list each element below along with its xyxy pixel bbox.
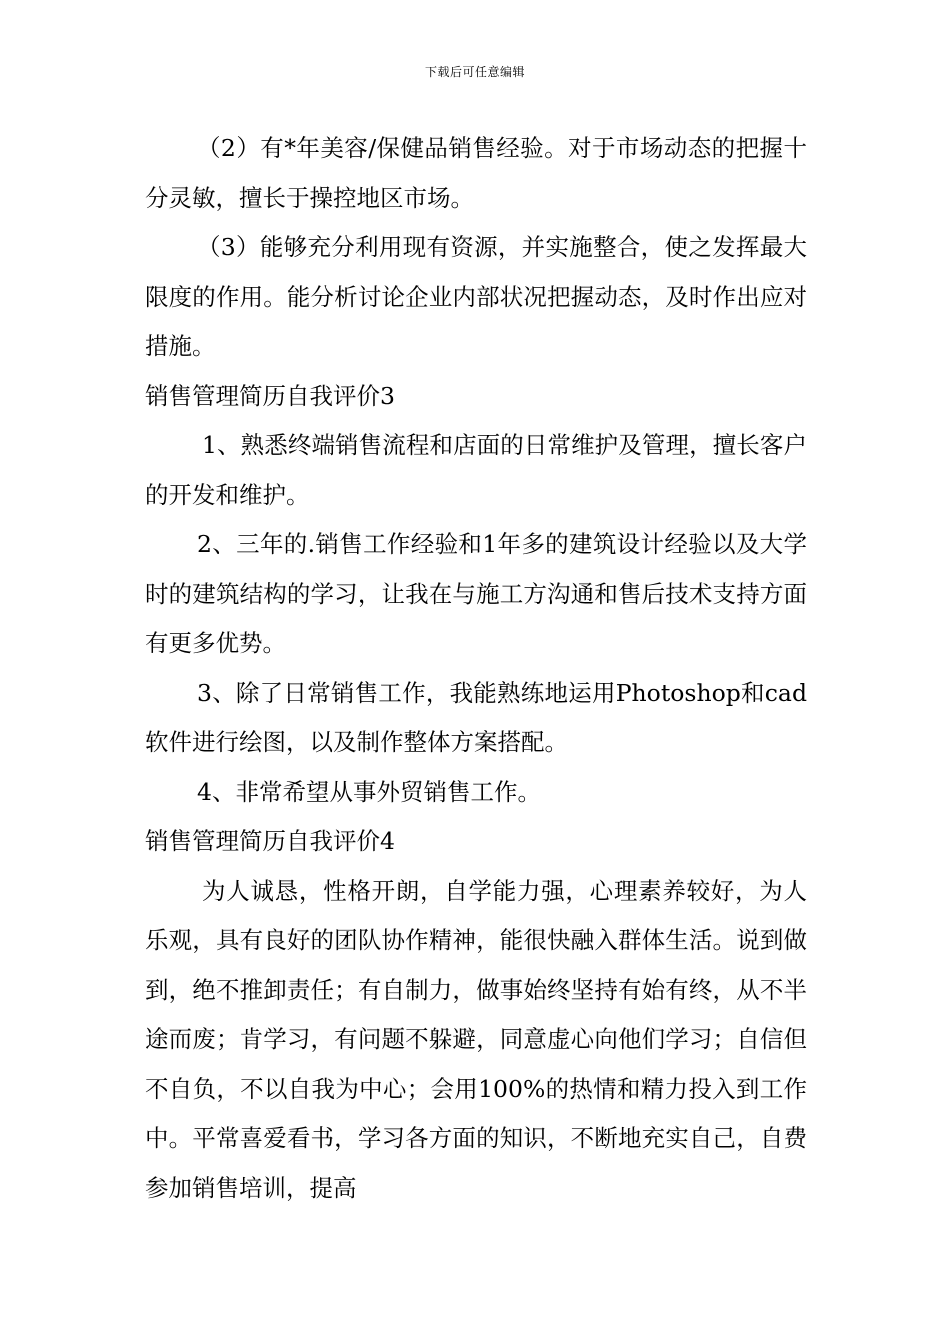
list-item-3: 3、除了日常销售工作，我能熟练地运用Photoshop和cad软件进行绘图，以及制作整体方案搭配。: [145, 678, 807, 756]
list-item-2: 2、三年的.销售工作经验和1年多的建筑设计经验以及大学时的建筑结构的学习，让我在与施工方沟通和售后技术支持方面有更多优势。: [145, 530, 807, 657]
list-item-1: 1、熟悉终端销售流程和店面的日常维护及管理，擅长客户的开发和维护。: [145, 431, 807, 509]
section-heading-4: 销售管理简历自我评价4: [145, 827, 395, 855]
section-heading-3: 销售管理简历自我评价3: [145, 381, 395, 410]
list-item-4: 4、非常希望从事外贸销售工作。: [197, 777, 541, 806]
paragraph-item-2: （2）有*年美容/保健品销售经验。对于市场动态的把握十分灵敏，擅长于操控地区市场。: [145, 134, 807, 212]
page-header-note: 下载后可任意编辑: [424, 65, 525, 79]
document-body: [145, 124, 807, 1213]
self-evaluation-paragraph: 为人诚恳，性格开朗，自学能力强，心理素养较好，为人乐观，具有良好的团队协作精神，能很快融入群体生活。说到做到，绝不推卸责任；有自制力，做事始终坚持有始有终，从不半途而废；肯学习，有问题不躲避，同意虚心向他们学习；自信但不自负，不以自我为中心；会用100%的热情和精力投入到工作中。平常喜爱看书，学习各方面的知识，不断地充实自己，自费参加销售培训，提高: [145, 876, 807, 1202]
paragraph-item-3: （3）能够充分利用现有资源，并实施整合，使之发挥最大限度的作用。能分析讨论企业内部状况把握动态，及时作出应对措施。: [145, 233, 807, 360]
